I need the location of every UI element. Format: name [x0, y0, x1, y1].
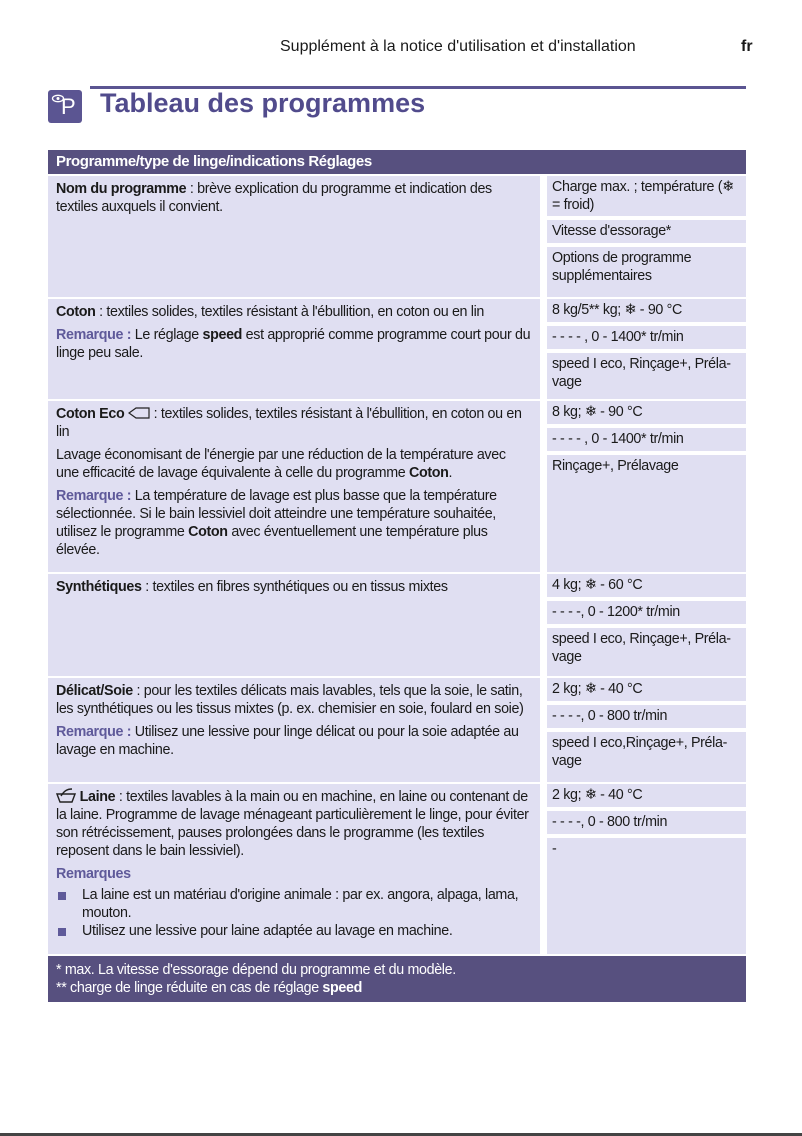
- text: avec éventuellement une température plus élevée.: [56, 524, 488, 558]
- bold-text: Coton: [408, 465, 449, 481]
- program-row-laine: [48, 784, 746, 954]
- programs-table: [48, 150, 746, 1002]
- bullet-square-icon: [58, 892, 66, 900]
- program-settings: [547, 176, 746, 297]
- bullet-item: [56, 922, 532, 940]
- bold-text: Synthétiques: [56, 579, 142, 595]
- bullet-item: [56, 886, 532, 922]
- header-text: Supplément à la notice d'utilisation et d'installation: [280, 38, 636, 55]
- options-cell: Options de programme supplémentaires: [547, 247, 746, 297]
- load-temperature-cell: 8 kg; ❄ - 90 °C: [547, 401, 746, 424]
- table-footnotes: [48, 956, 746, 1002]
- bold-text: Coton: [56, 304, 96, 320]
- load-temperature-cell: 4 kg; ❄ - 60 °C: [547, 574, 746, 597]
- load-temperature-cell: 2 kg; ❄ - 40 °C: [547, 678, 746, 701]
- text: Utilisez une lessive pour linge délicat ou pour la soie adaptée au lavage en machine.: [56, 724, 519, 758]
- paragraph: [56, 446, 532, 482]
- paragraph: [56, 578, 532, 596]
- bold-text: speed: [202, 327, 243, 343]
- table-header: Programme/type de linge/indications Réglages: [48, 150, 746, 174]
- load-temperature-cell: 2 kg; ❄ - 40 °C: [547, 784, 746, 807]
- bold-text: Coton Eco: [56, 406, 125, 422]
- page-header: [0, 38, 802, 60]
- bold-text: Coton: [188, 524, 228, 540]
- program-settings: [547, 784, 746, 954]
- options-cell: -: [547, 838, 746, 954]
- bold-text: Délicat/Soie: [56, 683, 133, 699]
- paragraph: [56, 303, 532, 321]
- text: * max. La vitesse d'essorage dépend du programme et du modèle.: [56, 962, 456, 978]
- bold-text: Laine: [76, 789, 116, 805]
- bold-text: speed: [322, 980, 362, 996]
- spin-speed-cell: Vitesse d'essorage*: [547, 220, 746, 243]
- remark-label: Remarque :: [56, 327, 132, 343]
- program-row-synthetiques: [48, 574, 746, 676]
- remark-label: Remarque :: [56, 724, 132, 740]
- load-temperature-cell: 8 kg/5** kg; ❄ - 90 °C: [547, 299, 746, 322]
- remarks-heading: [56, 865, 532, 883]
- text: Remarques: [56, 866, 131, 882]
- text: ** charge de linge réduite en cas de réglage: [56, 980, 323, 996]
- footnote: [56, 979, 738, 997]
- language-label: fr: [741, 38, 753, 55]
- paragraph: [56, 405, 532, 441]
- text: : pour les textiles délicats mais lavables, tels que la soie, le satin, les synthétiques ou les tissus mixtes (p. ex. chemisier en soie, foulard en soie): [56, 683, 524, 717]
- text: : brève explication du programme et indication des textiles auxquels il convient.: [56, 181, 492, 215]
- program-settings: [547, 678, 746, 782]
- paragraph: [56, 723, 532, 759]
- program-row-delicat-soie: [48, 678, 746, 782]
- text: est approprié comme programme court pour du linge peu sale.: [56, 327, 531, 361]
- program-row-coton: [48, 299, 746, 399]
- text: Utilisez une lessive pour laine adaptée au lavage en machine.: [82, 923, 453, 939]
- options-cell: speed I eco, Rinçage+, Préla-vage: [547, 628, 746, 676]
- options-cell: speed I eco, Rinçage+, Préla-vage: [547, 353, 746, 399]
- text: Lavage économisant de l'énergie par une réduction de la température avec une efficacité de lavage équivalente à celle du programme: [56, 447, 506, 481]
- text: Le réglage: [131, 327, 203, 343]
- program-row-legend: [48, 176, 746, 297]
- bold-text: Nom du programme: [56, 181, 187, 197]
- program-description: [48, 574, 540, 676]
- options-cell: speed I eco,Rinçage+, Préla-vage: [547, 732, 746, 782]
- program-icon: P: [48, 90, 82, 123]
- text: La laine est un matériau d'origine animale : par ex. angora, alpaga, lama, mouton.: [82, 887, 519, 921]
- spin-speed-cell: - - - - , 0 - 1400* tr/min: [547, 326, 746, 349]
- program-description: [48, 299, 540, 399]
- program-description: [48, 401, 540, 572]
- program-row-coton-eco: [48, 401, 746, 572]
- text: : textiles solides, textiles résistant à l'ébullition, en coton ou en lin: [56, 406, 522, 440]
- program-settings: [547, 574, 746, 676]
- program-description: [48, 784, 540, 954]
- text: : textiles en fibres synthétiques ou en tissus mixtes: [141, 579, 448, 595]
- load-temperature-cell: Charge max. ; température (❄ = froid): [547, 176, 746, 216]
- footnote: [56, 961, 738, 979]
- spin-speed-cell: - - - -, 0 - 800 tr/min: [547, 705, 746, 728]
- spin-speed-cell: - - - - , 0 - 1400* tr/min: [547, 428, 746, 451]
- program-description: [48, 678, 540, 782]
- text: : textiles lavables à la main ou en machine, en laine ou contenant de la laine. Programme de lavage ménageant particulièrement le linge, pour éviter son rétrécissement, pauses prolongées dans le programme (les textiles reposent dans le bain lessiviel).: [56, 789, 529, 859]
- paragraph: [56, 326, 532, 362]
- program-settings: [547, 299, 746, 399]
- eco-icon: [124, 406, 150, 422]
- bullet-square-icon: [58, 928, 66, 936]
- text: La température de lavage est plus basse que la température sélectionnée. Si le bain lessiviel doit atteindre une température souhaitée, utilisez le programme: [56, 488, 497, 540]
- spin-speed-cell: - - - -, 0 - 800 tr/min: [547, 811, 746, 834]
- paragraph: [56, 682, 532, 718]
- remark-label: Remarque :: [56, 488, 132, 504]
- paragraph: [56, 487, 532, 559]
- program-settings: [547, 401, 746, 572]
- options-cell: Rinçage+, Prélavage: [547, 455, 746, 572]
- text: : textiles solides, textiles résistant à l'ébullition, en coton ou en lin: [95, 304, 485, 320]
- spin-speed-cell: - - - -, 0 - 1200* tr/min: [547, 601, 746, 624]
- text: .: [448, 465, 453, 481]
- page-title: Tableau des programmes: [100, 88, 426, 118]
- hand-wash-icon: [56, 789, 76, 805]
- paragraph: [56, 788, 532, 860]
- paragraph: [56, 180, 532, 216]
- program-description: [48, 176, 540, 297]
